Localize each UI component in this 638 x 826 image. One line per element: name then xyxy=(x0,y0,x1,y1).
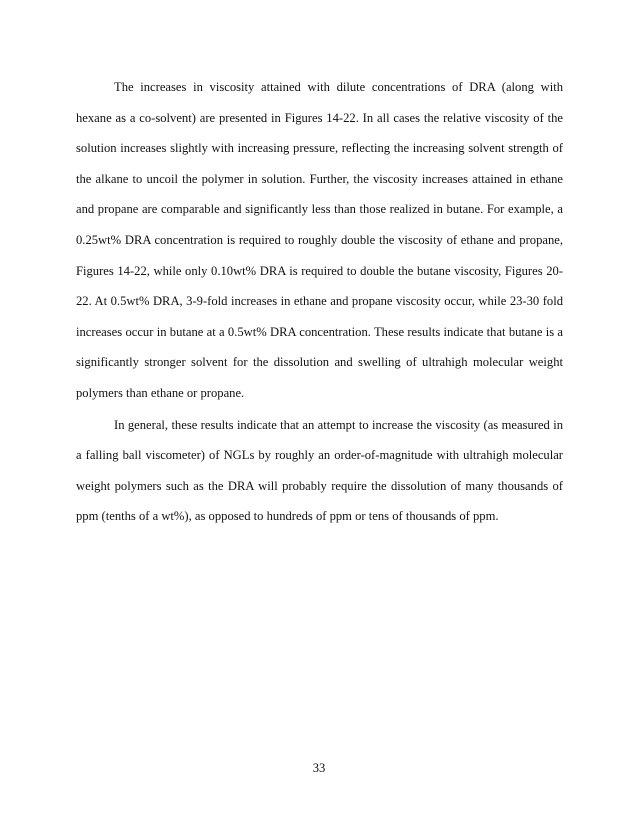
paragraph-viscosity-results: The increases in viscosity attained with dilute concentrations of DRA (along with hexane as a co-solvent) are presented in Figures 14-22. In all cases the relative viscosity of the solution increases slightly with increasing pressure, reflecting the increasing solvent strength of the alkane to uncoil the polymer in solution. Further, the viscosity increases attained in ethane and propane are comparable and significantly less than those realized in butane. For example, a 0.25wt% DRA concentration is required to roughly double the viscosity of ethane and propane, Figures 14-22, while only 0.10wt% DRA is required to double the butane viscosity, Figures 20-22. At 0.5wt% DRA, 3-9-fold increases in ethane and propane viscosity occur, while 23-30 fold increases occur in butane at a 0.5wt% DRA concentration. These results indicate that butane is a significantly stronger solvent for the dissolution and swelling of ultrahigh molecular weight polymers than ethane or propane. xyxy=(76,80,563,400)
page-number: 33 xyxy=(312,761,326,775)
paragraph-general-conclusion: In general, these results indicate that an attempt to increase the viscosity (as measured in a falling ball viscometer) of NGLs by roughly an order-of-magnitude with ultrahigh molecular weight polymers such as the DRA will probably require the dissolution of many thousands of ppm (tenths of a wt%), as opposed to hundreds of ppm or tens of thousands of ppm. xyxy=(76,417,563,524)
body-text xyxy=(76,72,563,532)
